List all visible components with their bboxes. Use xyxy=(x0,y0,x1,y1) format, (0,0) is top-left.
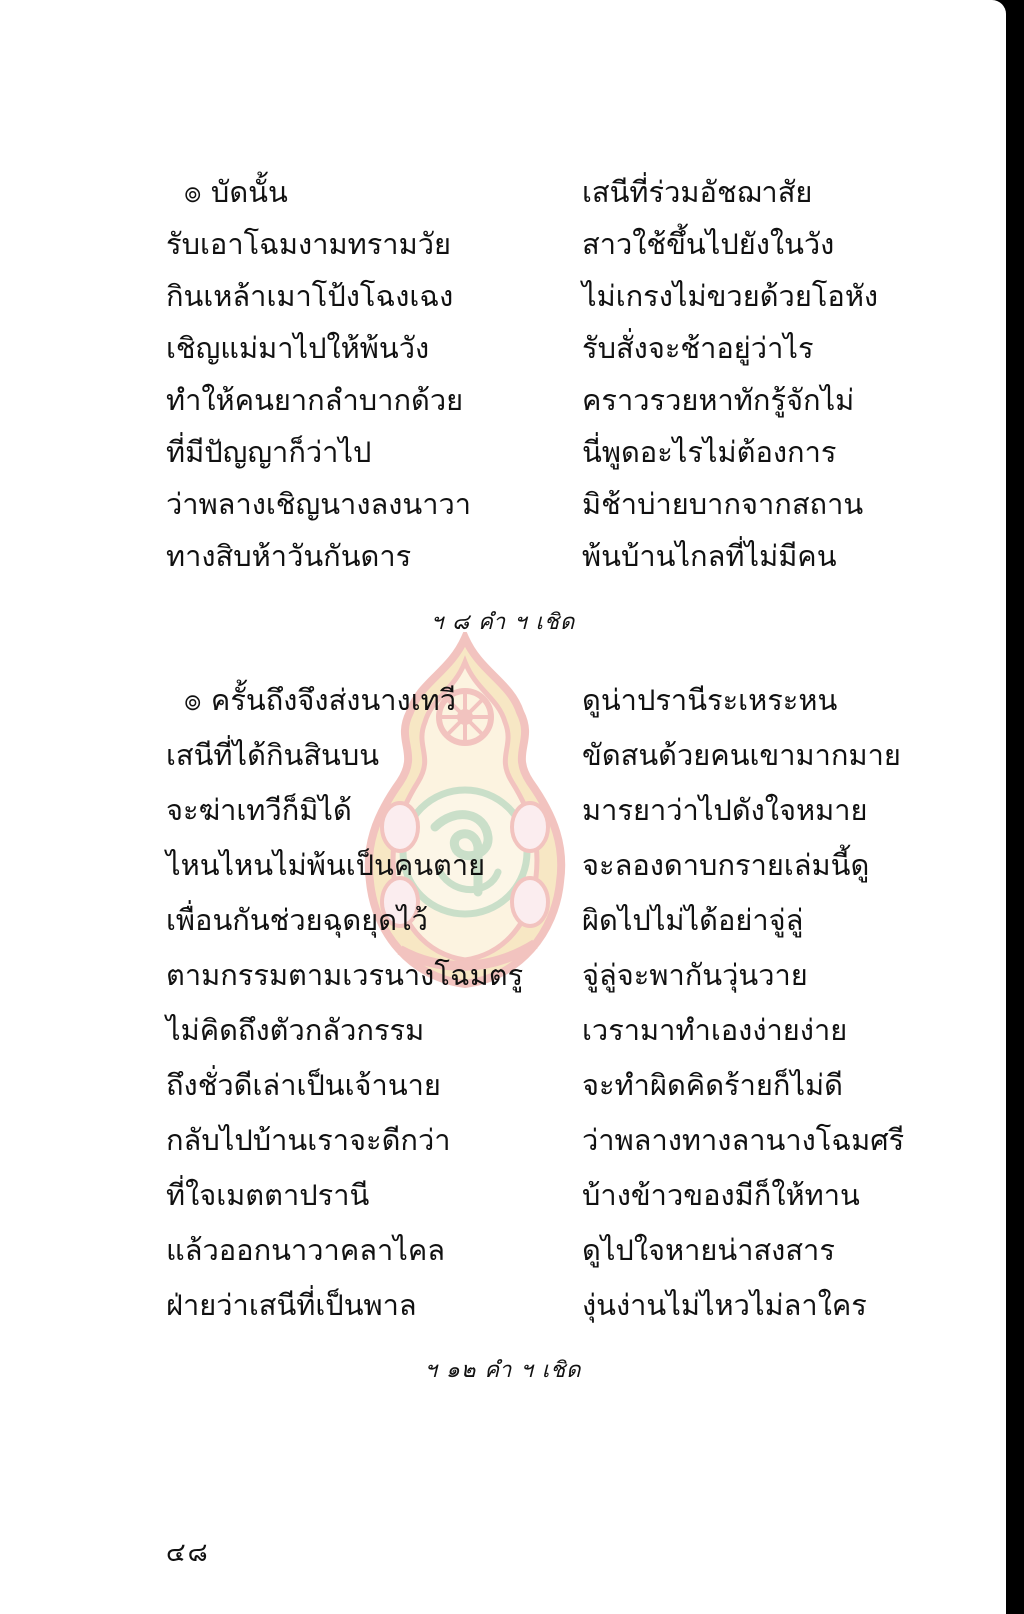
verse-line: เสนีที่ได้กินสินบน xyxy=(166,738,380,772)
verse-line: กินเหล้าเมาโป้งโฉงเฉง xyxy=(166,279,454,313)
verse-line: ดูไปใจหายน่าสงสาร xyxy=(582,1233,835,1267)
verse-line: ไหนไหนไม่พ้นเป็นคนตาย xyxy=(166,848,486,882)
verse-line: จู่ลู่จะพากันวุ่นวาย xyxy=(582,958,808,992)
verse-line: ๏ ครั้นถึงจึงส่งนางเทวี xyxy=(184,683,457,717)
verse-line: พ้นบ้านไกลที่ไม่มีคน xyxy=(582,539,837,573)
verse-line: เชิญแม่มาไปให้พ้นวัง xyxy=(166,331,430,365)
verse-line: มารยาว่าไปดังใจหมาย xyxy=(582,793,868,827)
verse-line: มิช้าบ่ายบากจากสถาน xyxy=(582,487,864,521)
verse-line: จะฆ่าเทวีก็มิได้ xyxy=(166,793,352,827)
verse-line: ว่าพลางทางลานางโฉมศรี xyxy=(582,1123,905,1157)
stanza-2-caption: ฯ ๑๒ คำ ฯ เชิด xyxy=(424,1358,582,1383)
verse-line: รับเอาโฉมงามทรามวัย xyxy=(166,227,451,261)
verse-line: ว่าพลางเชิญนางลงนาวา xyxy=(166,487,472,521)
verse-line: เพื่อนกันช่วยฉุดยุดไว้ xyxy=(166,903,428,937)
verse-line: จะทำผิดคิดร้ายก็ไม่ดี xyxy=(582,1068,843,1102)
verse-line: รับสั่งจะช้าอยู่ว่าไร xyxy=(582,331,814,365)
verse-line: ไม่เกรงไม่ขวยด้วยโอหัง xyxy=(582,279,879,313)
verse-line: จะลองดาบกรายเล่มนี้ดู xyxy=(582,848,870,882)
verse-line: ตามกรรมตามเวรนางโฉมตรู xyxy=(166,958,524,992)
verse-line: งุ่นง่านไม่ไหวไม่ลาใคร xyxy=(582,1288,867,1322)
verse-line: เวรามาทำเองง่ายง่าย xyxy=(582,1013,848,1047)
stanza-1-caption: ฯ ๘ คำ ฯ เชิด xyxy=(430,610,576,635)
verse-line: ทางสิบห้าวันกันดาร xyxy=(166,539,412,573)
verse-line: ขัดสนด้วยคนเขามากมาย xyxy=(582,738,901,772)
verse-line: ไม่คิดถึงตัวกลัวกรรม xyxy=(166,1013,425,1047)
verse-line: สาวใช้ขึ้นไปยังในวัง xyxy=(582,227,835,261)
verse-line: ทำให้คนยากลำบากด้วย xyxy=(166,383,464,417)
verse-line: กลับไปบ้านเราจะดีกว่า xyxy=(166,1123,451,1157)
verse-line: บ้างข้าวของมีก็ให้ทาน xyxy=(582,1178,860,1212)
verse-line: แล้วออกนาวาคลาไคล xyxy=(166,1233,446,1267)
verse-line: ดูน่าปรานีระเหระหน xyxy=(582,683,838,717)
verse-line: ฝ่ายว่าเสนีที่เป็นพาล xyxy=(166,1288,417,1322)
page-number: ๔๘ xyxy=(166,1538,210,1568)
verse-line: ที่ใจเมตตาปรานี xyxy=(166,1178,370,1212)
verse-line: ผิดไปไม่ได้อย่าจู่ลู่ xyxy=(582,903,804,937)
verse-line: ๏ บัดนั้น xyxy=(184,175,288,209)
verse-line: นี่พูดอะไรไม่ต้องการ xyxy=(582,435,837,469)
verse-line: คราวรวยหาทักรู้จักไม่ xyxy=(582,383,855,417)
verse-line: เสนีที่ร่วมอัชฌาสัย xyxy=(582,175,813,209)
verse-line: ถึงชั่วดีเล่าเป็นเจ้านาย xyxy=(166,1068,441,1102)
verse-line: ที่มีปัญญาก็ว่าไป xyxy=(166,435,372,469)
